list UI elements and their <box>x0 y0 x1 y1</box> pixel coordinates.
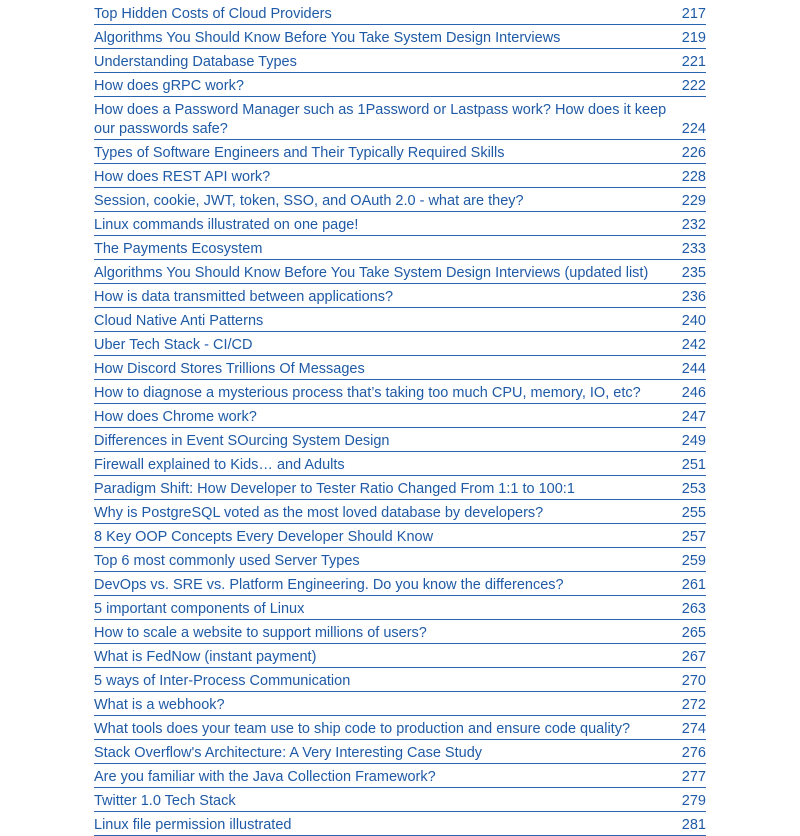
toc-entry-title: How does gRPC work? <box>94 78 244 94</box>
toc-entry-page: 246 <box>681 385 706 401</box>
toc-entry[interactable] <box>94 572 706 596</box>
toc-entry[interactable] <box>94 812 706 836</box>
toc-entry[interactable] <box>94 452 706 476</box>
toc-entry[interactable] <box>94 692 706 716</box>
toc-entry-title: Linux file permission illustrated <box>94 817 292 833</box>
toc-entry[interactable] <box>94 49 706 73</box>
toc-entry[interactable] <box>94 25 706 49</box>
toc-entry-title: 5 important components of Linux <box>94 601 305 617</box>
toc-entry-title: Linux commands illustrated on one page! <box>94 217 359 233</box>
toc-entry-title: Cloud Native Anti Patterns <box>94 313 264 329</box>
toc-entry-page: 222 <box>681 78 706 94</box>
toc-entry-page: 249 <box>681 433 706 449</box>
toc-entry[interactable] <box>94 260 706 284</box>
toc-entry-title: Twitter 1.0 Tech Stack <box>94 793 236 809</box>
toc-entry-title: What is a webhook? <box>94 697 225 713</box>
toc-entry-page: 221 <box>681 54 706 70</box>
toc-entry[interactable] <box>94 236 706 260</box>
table-of-contents <box>94 0 706 836</box>
toc-entry-page: 232 <box>681 217 706 233</box>
toc-entry-page: 272 <box>681 697 706 713</box>
toc-entry-page: 259 <box>681 553 706 569</box>
toc-entry[interactable] <box>94 188 706 212</box>
toc-entry[interactable] <box>94 500 706 524</box>
toc-entry-title: Types of Software Engineers and Their Typically Required Skills <box>94 145 505 161</box>
toc-entry-title: How Discord Stores Trillions Of Messages <box>94 361 365 377</box>
toc-entry-page: 236 <box>681 289 706 305</box>
toc-entry-title: DevOps vs. SRE vs. Platform Engineering. Do you know the differences? <box>94 577 564 593</box>
toc-entry-page: 219 <box>681 30 706 46</box>
toc-entry-title: Firewall explained to Kids… and Adults <box>94 457 345 473</box>
toc-entry-title: What tools does your team use to ship code to production and ensure code quality? <box>94 721 631 737</box>
toc-entry[interactable] <box>94 380 706 404</box>
toc-entry-page: 261 <box>681 577 706 593</box>
toc-entry-page: 240 <box>681 313 706 329</box>
toc-entry-title: Algorithms You Should Know Before You Take System Design Interviews <box>94 30 561 46</box>
toc-entry[interactable] <box>94 740 706 764</box>
toc-entry-title: Differences in Event SOurcing System Design <box>94 433 390 449</box>
toc-entry-title: Why is PostgreSQL voted as the most loved database by developers? <box>94 505 544 521</box>
toc-entry[interactable] <box>94 788 706 812</box>
toc-entry[interactable] <box>94 404 706 428</box>
toc-entry-page: 277 <box>681 769 706 785</box>
toc-entry-page: 255 <box>681 505 706 521</box>
toc-entry-page: 267 <box>681 649 706 665</box>
toc-entry-title: 5 ways of Inter-Process Communication <box>94 673 351 689</box>
toc-entry-page: 244 <box>681 361 706 377</box>
toc-entry-title: Top 6 most commonly used Server Types <box>94 553 360 569</box>
toc-entry-page: 233 <box>681 241 706 257</box>
toc-entry-page: 257 <box>681 529 706 545</box>
toc-entry-title: How does a Password Manager such as 1Password or Lastpass work? How does it keep our passwords safe? <box>94 102 667 137</box>
toc-entry[interactable] <box>94 548 706 572</box>
toc-entry[interactable] <box>94 140 706 164</box>
toc-entry[interactable] <box>94 0 706 25</box>
toc-entry-page: 253 <box>681 481 706 497</box>
toc-entry[interactable] <box>94 716 706 740</box>
toc-entry[interactable] <box>94 644 706 668</box>
toc-entry-page: 247 <box>681 409 706 425</box>
toc-entry-title: Session, cookie, JWT, token, SSO, and OAuth 2.0 - what are they? <box>94 193 524 209</box>
toc-entry-page: 251 <box>681 457 706 473</box>
toc-entry-title: What is FedNow (instant payment) <box>94 649 317 665</box>
toc-entry-title: The Payments Ecosystem <box>94 241 263 257</box>
toc-entry-page: 263 <box>681 601 706 617</box>
toc-entry[interactable] <box>94 596 706 620</box>
toc-entry-title: How is data transmitted between applications? <box>94 289 394 305</box>
toc-entry-page: 281 <box>681 817 706 833</box>
toc-entry[interactable] <box>94 97 706 140</box>
toc-entry-title: How does REST API work? <box>94 169 271 185</box>
toc-entry[interactable] <box>94 668 706 692</box>
toc-entry-page: 226 <box>681 145 706 161</box>
toc-entry-page: 274 <box>681 721 706 737</box>
toc-entry-page: 224 <box>681 121 706 137</box>
toc-entry[interactable] <box>94 356 706 380</box>
toc-entry-title: Are you familiar with the Java Collection Framework? <box>94 769 436 785</box>
toc-entry[interactable] <box>94 764 706 788</box>
toc-entry[interactable] <box>94 524 706 548</box>
toc-entry[interactable] <box>94 476 706 500</box>
toc-entry-title: Understanding Database Types <box>94 54 297 70</box>
toc-entry[interactable] <box>94 308 706 332</box>
toc-entry-page: 276 <box>681 745 706 761</box>
toc-entry-title: Algorithms You Should Know Before You Take System Design Interviews (updated list) <box>94 265 649 281</box>
toc-entry-title: How to diagnose a mysterious process that’s taking too much CPU, memory, IO, etc? <box>94 385 641 401</box>
toc-entry-title: How does Chrome work? <box>94 409 257 425</box>
toc-entry[interactable] <box>94 73 706 97</box>
toc-entry[interactable] <box>94 212 706 236</box>
toc-entry-page: 229 <box>681 193 706 209</box>
toc-entry[interactable] <box>94 164 706 188</box>
toc-entry-page: 228 <box>681 169 706 185</box>
toc-entry-title: Top Hidden Costs of Cloud Providers <box>94 6 332 22</box>
toc-entry[interactable] <box>94 620 706 644</box>
toc-entry-title: Stack Overflow's Architecture: A Very Interesting Case Study <box>94 745 483 761</box>
toc-entry[interactable] <box>94 428 706 452</box>
toc-entry-page: 270 <box>681 673 706 689</box>
toc-entry-page: 279 <box>681 793 706 809</box>
toc-entry-title: 8 Key OOP Concepts Every Developer Should Know <box>94 529 434 545</box>
toc-entry[interactable] <box>94 284 706 308</box>
toc-entry-page: 217 <box>681 6 706 22</box>
toc-entry-title: Paradigm Shift: How Developer to Tester Ratio Changed From 1:1 to 100:1 <box>94 481 575 497</box>
toc-entry-page: 265 <box>681 625 706 641</box>
toc-entry-page: 235 <box>681 265 706 281</box>
toc-entry[interactable] <box>94 332 706 356</box>
toc-entry-title: How to scale a website to support millions of users? <box>94 625 427 641</box>
toc-entry-title: Uber Tech Stack - CI/CD <box>94 337 253 353</box>
toc-entry-page: 242 <box>681 337 706 353</box>
